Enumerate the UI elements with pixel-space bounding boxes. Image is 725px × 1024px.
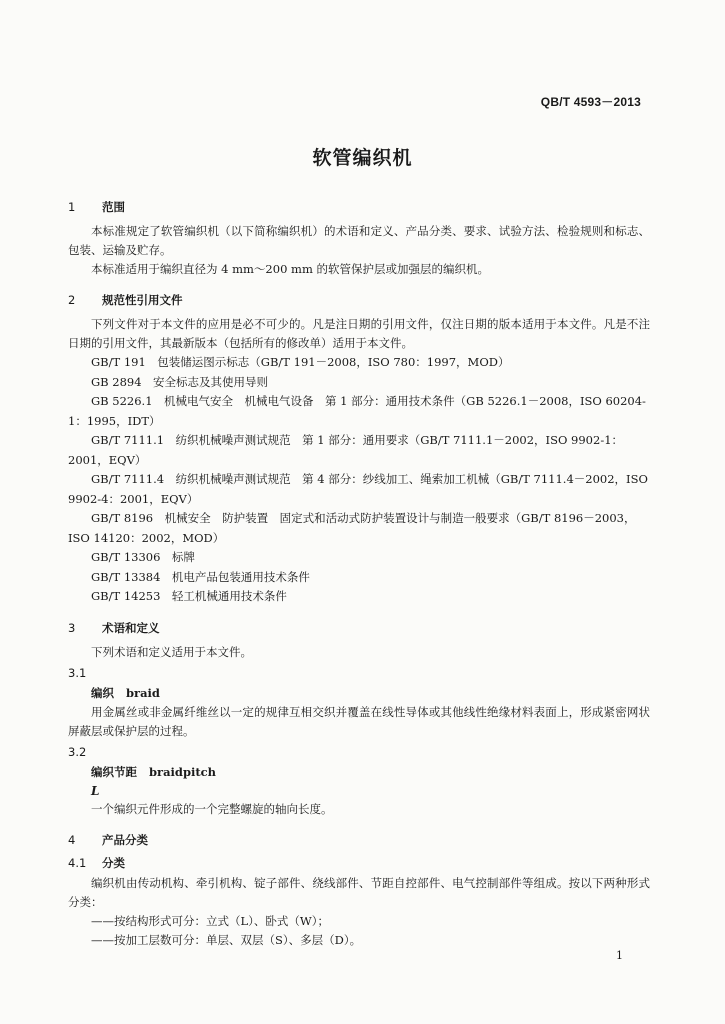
term-symbol: L — [91, 783, 100, 798]
reference-item: GB/T 8196 机械安全 防护装置 固定式和活动式防护装置设计与制造一般要求（GB/T 8196－2003，ISO 14120：2002，MOD） — [68, 511, 636, 545]
term-english: braid — [126, 685, 160, 700]
reference-item: GB/T 191 包装储运图示标志（GB/T 191－2008，ISO 780：1997，MOD） — [91, 355, 510, 369]
reference-item: GB/T 13306 标牌 — [91, 550, 195, 564]
section-number: 4 — [68, 832, 76, 847]
reference-item: GB/T 7111.1 纺织机械噪声测试规范 第 1 部分：通用要求（GB/T 7111.1－2002，ISO 9902-1：2001，EQV） — [68, 433, 624, 467]
list-item: ——按结构形式可分：立式（L）、卧式（W）； — [91, 913, 329, 928]
paragraph: 编织机由传动机构、牵引机构、锭子部件、绕线部件、节距自控部件、电气控制部件等组成。按以下两种形式分类： — [68, 875, 650, 909]
section-number: 1 — [68, 200, 76, 214]
term-number: 3.1 — [68, 665, 87, 680]
subsection-heading-4-1 — [68, 855, 650, 872]
document-body — [68, 190, 650, 950]
section-heading-3 — [68, 619, 650, 637]
reference-item: GB 5226.1 机械电气安全 机械电气设备 第 1 部分：通用技术条件（GB 5226.1－2008，ISO 60204-1：1995，IDT） — [68, 394, 646, 428]
term-definition: 用金属丝或非金属纤维丝以一定的规律互相交织并覆盖在线性导体或其他线性绝缘材料表面上，形成紧密网状屏蔽层或保护层的过程。 — [68, 704, 650, 738]
term-definition: 一个编织元件形成的一个完整螺旋的轴向长度。 — [91, 801, 333, 816]
document-title: 软管编织机 — [312, 147, 413, 169]
paragraph: 本标准适用于编织直径为 4 mm～200 mm 的软管保护层或加强层的编织机。 — [91, 262, 490, 276]
reference-item: GB/T 14253 轻工机械通用技术条件 — [91, 589, 287, 603]
section-heading-2 — [68, 291, 650, 309]
section-title: 术语和定义 — [102, 620, 160, 635]
subsection-title: 分类 — [102, 855, 125, 870]
section-title: 产品分类 — [102, 832, 148, 847]
term-chinese: 编织 — [91, 685, 114, 700]
paragraph: 下列文件对于本文件的应用是必不可少的。凡是注日期的引用文件，仅注日期的版本适用于本文件。凡是不注日期的引用文件，其最新版本（包括所有的修改单）适用于本文件。 — [68, 317, 650, 350]
term-number: 3.2 — [68, 744, 87, 759]
term-heading — [68, 763, 650, 782]
paragraph: 下列术语和定义适用于本文件。 — [91, 644, 252, 659]
section-heading-4 — [68, 831, 650, 849]
subsection-number: 4.1 — [68, 855, 87, 870]
section-number: 3 — [68, 620, 76, 635]
reference-item: GB/T 13384 机电产品包装通用技术条件 — [91, 569, 310, 584]
paragraph: 本标准规定了软管编织机（以下简称编织机）的术语和定义、产品分类、要求、试验方法、检验规则和标志、包装、运输及贮存。 — [68, 224, 650, 257]
section-number: 2 — [68, 293, 76, 307]
reference-item: GB/T 7111.4 纺织机械噪声测试规范 第 4 部分：纱线加工、绳索加工机械（GB/T 7111.4－2002，ISO 9902-4：2001，EQV） — [68, 472, 648, 506]
term-english: braidpitch — [149, 764, 217, 779]
term-chinese: 编织节距 — [91, 764, 137, 779]
standard-code: QB/T 4593－2013 — [540, 95, 641, 109]
reference-item: GB 2894 安全标志及其使用导则 — [91, 374, 269, 389]
list-item: ——按加工层数可分：单层、双层（S）、多层（D）。 — [91, 932, 362, 947]
section-title: 范围 — [102, 200, 125, 214]
term-heading — [68, 684, 650, 703]
page-number: 1 — [616, 949, 623, 962]
section-heading-1 — [68, 198, 650, 216]
section-title: 规范性引用文件 — [102, 293, 183, 307]
